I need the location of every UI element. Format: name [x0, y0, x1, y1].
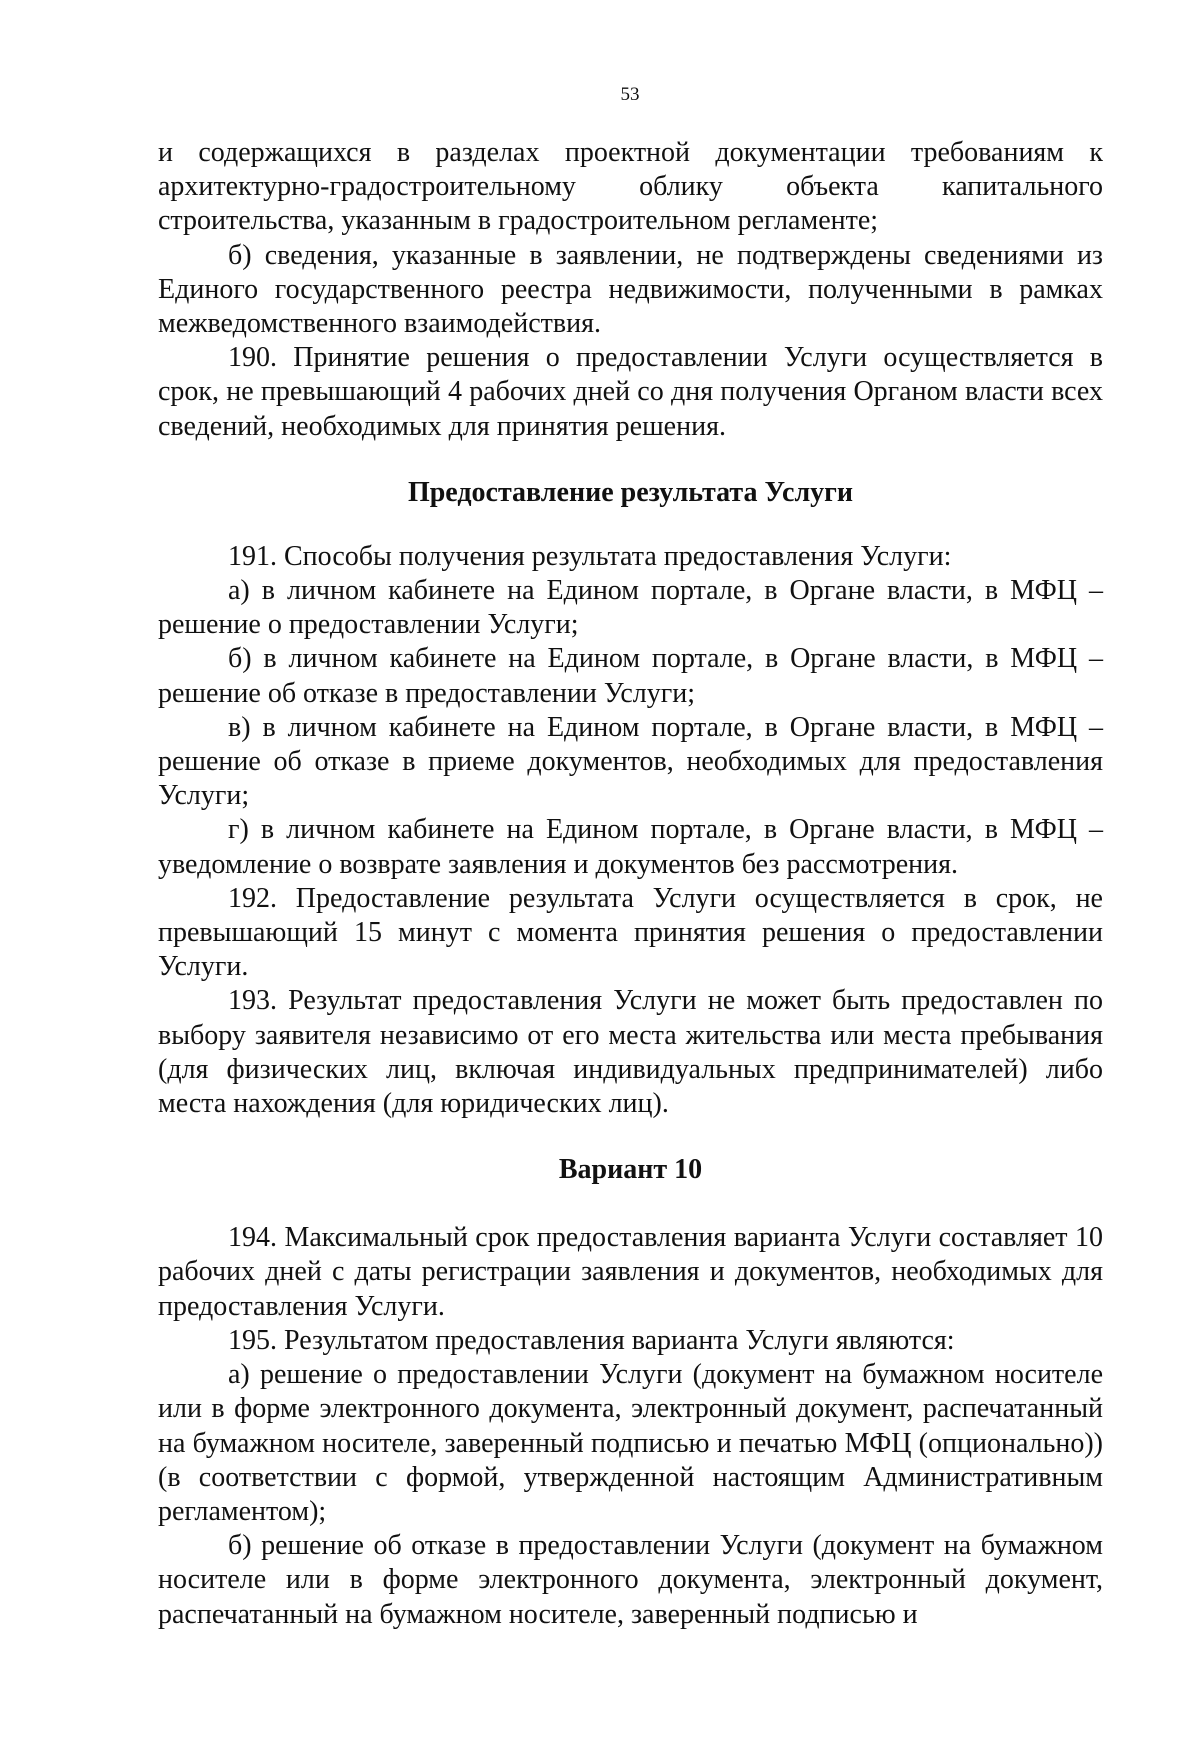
paragraph-191: 191. Способы получения результата предоставления Услуги: — [228, 540, 952, 572]
paragraph-192: 192. Предоставление результата Услуги осуществляется в срок, не превышающий 15 минут с момента принятия решения о предоставлении Услуги. — [158, 882, 1103, 983]
page-number: 53 — [620, 84, 640, 105]
paragraph-continuation: и содержащихся в разделах проектной документации требованиям к архитектурно-градостроительному облику объекта капитального строительства, указанным в градостроительном регламенте; — [158, 137, 1103, 237]
paragraph-item-g: г) в личном кабинете на Едином портале, в Органе власти, в МФЦ – уведомление о возврате заявления и документов без рассмотрения. — [158, 814, 1103, 880]
paragraph-193: 193. Результат предоставления Услуги не может быть предоставлен по выбору заявителя независимо от его места жительства или места пребывания (для физических лиц, включая индивидуальных предпринимателей) либо места нахождения (для юридических лиц). — [158, 985, 1103, 1120]
paragraph-190: 190. Принятие решения о предоставлении Услуги осуществляется в срок, не превышающий 4 рабочих дней со дня получения Органом власти всех сведений, необходимых для принятия решения. — [158, 342, 1103, 442]
paragraph-195: 195. Результатом предоставления варианта Услуги являются: — [228, 1324, 955, 1356]
paragraph-item-b: б) сведения, указанные в заявлении, не подтверждены сведениями из Единого государственного реестра недвижимости, полученными в рамках межведомственного взаимодействия. — [158, 239, 1103, 340]
section-heading-variant-10: Вариант 10 — [558, 1154, 703, 1186]
paragraph-item-a: а) решение о предоставлении Услуги (документ на бумажном носителе или в форме электронного документа, электронный документ, распечатанный на бумажном носителе, заверенный подписью и печатью МФЦ (опционально)) (в соответствии с формой, утвержденной настоящим Административным регламентом); — [158, 1359, 1103, 1527]
paragraph-item-b: б) в личном кабинете на Едином портале, в Органе власти, в МФЦ – решение об отказе в предоставлении Услуги; — [158, 643, 1103, 709]
paragraph-item-b: б) решение об отказе в предоставлении Услуги (документ на бумажном носителе или в форме электронного документа, электронный документ, распечатанный на бумажном носителе, заверенный подписью и — [158, 1530, 1103, 1630]
document-body — [158, 136, 1103, 1632]
paragraph-item-a: а) в личном кабинете на Едином портале, в Органе власти, в МФЦ – решение о предоставлении Услуги; — [158, 575, 1103, 641]
section-heading-result: Предоставление результата Услуги — [407, 476, 854, 508]
paragraph-item-v: в) в личном кабинете на Едином портале, в Органе власти, в МФЦ – решение об отказе в приеме документов, необходимых для предоставления Услуги; — [158, 711, 1103, 812]
paragraph-194: 194. Максимальный срок предоставления варианта Услуги составляет 10 рабочих дней с даты регистрации заявления и документов, необходимых для предоставления Услуги. — [158, 1222, 1103, 1322]
